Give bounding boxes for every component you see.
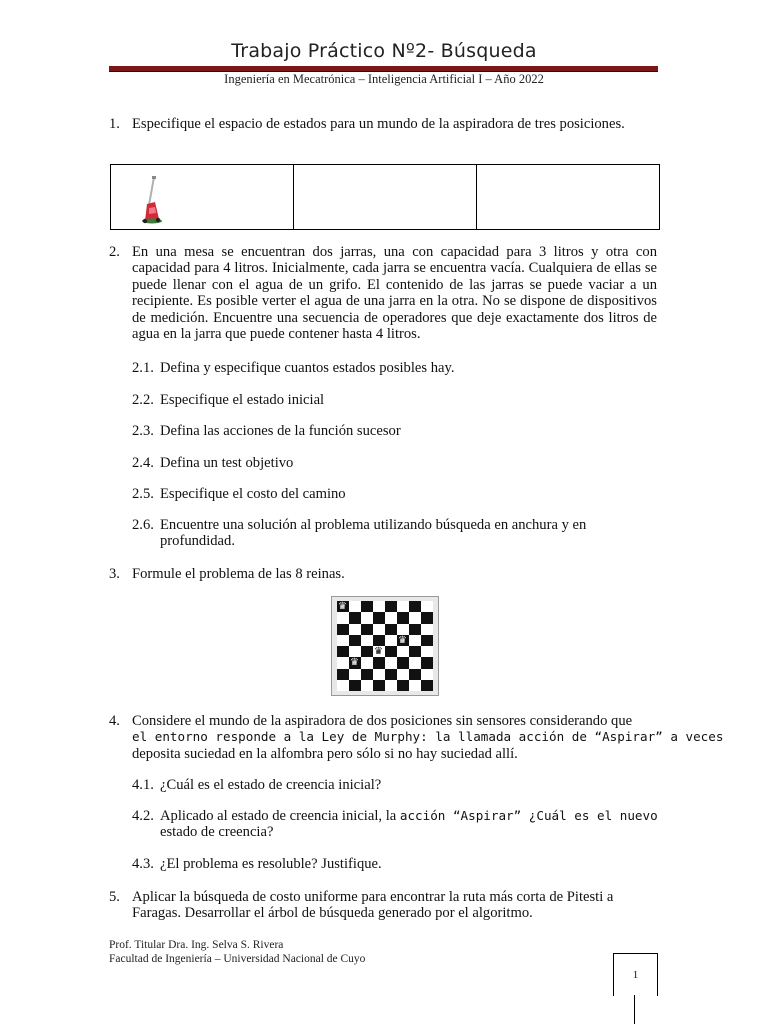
subquestion-text: Defina y especifique cuantos estados posibles hay.: [160, 360, 455, 376]
board-square: [361, 601, 373, 612]
footer-faculty: Facultad de Ingeniería – Universidad Nacional de Cuyo: [109, 952, 366, 965]
question-number: 3.: [109, 566, 120, 582]
board-square: [349, 669, 361, 680]
state-space-table: [110, 164, 660, 230]
subquestion-number: 4.3.: [132, 856, 154, 872]
board-square: [385, 612, 397, 623]
subquestion-text: Especifique el costo del camino: [160, 486, 346, 502]
board-square: [337, 669, 349, 680]
board-square: [337, 635, 349, 646]
board-square: [409, 635, 421, 646]
board-square: [409, 657, 421, 668]
question-number: 4.: [109, 713, 120, 729]
subquestion-number: 4.1.: [132, 777, 154, 793]
board-square: [361, 669, 373, 680]
board-square: [397, 646, 409, 657]
board-square: [361, 612, 373, 623]
board-square: [397, 612, 409, 623]
subquestion-text: Defina las acciones de la función sucesor: [160, 423, 401, 439]
page-number: 1: [613, 953, 658, 996]
question-3: [109, 566, 660, 582]
board-square: [421, 669, 433, 680]
subquestion-text: [160, 808, 660, 841]
subquestion-text: ¿Cuál es el estado de creencia inicial?: [160, 777, 382, 793]
subquestion-number: 2.3.: [132, 423, 154, 439]
footer: [109, 939, 365, 966]
state-cell-2: [294, 165, 477, 229]
chess-queen-icon: ♛: [398, 634, 407, 646]
subquestion-number: 2.4.: [132, 455, 154, 471]
board-square: [385, 680, 397, 691]
question-1: [109, 116, 660, 132]
board-square: [361, 635, 373, 646]
subquestion-number: 4.2.: [132, 808, 154, 824]
question-text: Formule el problema de las 8 reinas.: [132, 566, 345, 582]
question-text: En una mesa se encuentran dos jarras, una con capacidad para 3 litros y otra con capacidad para 4 litros. Inicialmente, cada jarra se encuentra vacía. Cualquiera de ellas se puede llenar con el agua de un grifo. El contenido de las jarras se puede vaciar a un recipiente. Es posible verter el agua de una jarra en la otra. No se dispone de dispositivos de medición. Encuentre una secuencia de operadores que deje exactamente dos litros de agua en la jarra que puede contener hasta 4 litros.: [132, 244, 657, 343]
chess-queen-icon: ♛: [338, 601, 347, 612]
chessboard-grid: [337, 601, 433, 691]
chess-queen-icon: ♛: [350, 657, 359, 669]
subquestion-2-3: [132, 423, 660, 439]
question-line: deposita suciedad en la alfombra pero sólo si no hay suciedad allí.: [132, 745, 518, 762]
subquestion-2-5: [132, 486, 660, 502]
subquestion-number: 2.5.: [132, 486, 154, 502]
board-square: [373, 680, 385, 691]
board-square: [349, 635, 361, 646]
question-4: [109, 713, 724, 762]
document-title: Trabajo Práctico Nº2- Búsqueda: [231, 40, 537, 62]
board-square: [409, 680, 421, 691]
board-square: [397, 680, 409, 691]
board-square: [361, 680, 373, 691]
subquestion-number: 2.1.: [132, 360, 154, 376]
subquestion-2-2: [132, 392, 660, 408]
subquestion-text: Defina un test objetivo: [160, 455, 294, 471]
subquestion-number: 2.6.: [132, 517, 154, 533]
subquestion-2-4: [132, 455, 660, 471]
board-square: [385, 657, 397, 668]
board-square: [349, 612, 361, 623]
subquestion-line: [160, 808, 660, 824]
chess-queen-icon: ♛: [374, 646, 383, 657]
board-square: [421, 635, 433, 646]
board-square: [397, 601, 409, 612]
board-square: [385, 669, 397, 680]
footer-professor: Prof. Titular Dra. Ing. Selva S. Rivera: [109, 939, 284, 951]
board-square: [397, 657, 409, 668]
question-number: 1.: [109, 116, 120, 132]
board-square: [421, 601, 433, 612]
board-square: [385, 646, 397, 657]
board-square: [361, 646, 373, 657]
subquestion-text: Especifique el estado inicial: [160, 392, 325, 408]
board-square: [337, 657, 349, 668]
board-square: [409, 624, 421, 635]
subquestion-4-1: [132, 777, 660, 793]
question-number: 2.: [109, 244, 120, 260]
question-5: [109, 889, 660, 922]
question-number: 5.: [109, 889, 120, 905]
subquestion-fragment: Aplicado al estado de creencia inicial, la: [160, 808, 397, 824]
board-square: [397, 669, 409, 680]
subquestion-fragment: acción “Aspirar” ¿Cuál es el nuevo: [399, 808, 658, 823]
board-square: [349, 624, 361, 635]
board-square: [421, 612, 433, 623]
subquestion-4-2: [132, 808, 660, 841]
board-square: [337, 601, 349, 612]
board-square: [361, 657, 373, 668]
board-square: [385, 624, 397, 635]
eight-queens-board: [331, 596, 439, 696]
board-square: [409, 612, 421, 623]
subquestion-text: ¿El problema es resoluble? Justifique.: [160, 856, 382, 872]
question-text: Aplicar la búsqueda de costo uniforme para encontrar la ruta más corta de Pitesti a Faragas. Desarrollar el árbol de búsqueda generado por el algoritmo.: [132, 889, 614, 922]
board-square: [337, 624, 349, 635]
board-square: [421, 657, 433, 668]
board-square: [421, 680, 433, 691]
question-text: [132, 713, 724, 762]
board-square: [337, 680, 349, 691]
board-square: [385, 635, 397, 646]
board-square: [397, 635, 409, 646]
board-square: [421, 624, 433, 635]
board-square: [361, 624, 373, 635]
page-number-line: [634, 995, 635, 1024]
board-square: [385, 601, 397, 612]
document-subtitle: Ingeniería en Mecatrónica – Inteligencia Artificial I – Año 2022: [224, 72, 544, 86]
board-square: [373, 624, 385, 635]
subquestion-line: estado de creencia?: [160, 824, 274, 841]
board-square: [373, 646, 385, 657]
subquestion-2-1: [132, 360, 660, 376]
subquestion-4-3: [132, 856, 660, 872]
board-square: [373, 635, 385, 646]
board-square: [373, 657, 385, 668]
board-square: [373, 601, 385, 612]
board-square: [373, 669, 385, 680]
board-square: [349, 646, 361, 657]
subquestion-text: Encuentre una solución al problema utilizando búsqueda en anchura y en profundidad.: [160, 517, 587, 550]
board-square: [337, 646, 349, 657]
board-square: [421, 646, 433, 657]
subquestion-number: 2.2.: [132, 392, 154, 408]
vacuum-cleaner-icon: [137, 175, 167, 225]
state-cell-3: [477, 165, 659, 229]
question-text: Especifique el espacio de estados para un mundo de la aspiradora de tres posiciones.: [132, 116, 625, 132]
board-square: [409, 646, 421, 657]
question-line: el entorno responde a la Ley de Murphy: la llamada acción de “Aspirar” a veces: [132, 729, 724, 745]
subquestion-2-6: [132, 517, 660, 550]
board-square: [349, 601, 361, 612]
board-square: [337, 612, 349, 623]
board-square: [409, 601, 421, 612]
board-square: [349, 680, 361, 691]
state-cell-1: [111, 165, 294, 229]
question-line: Considere el mundo de la aspiradora de dos posiciones sin sensores considerando que: [132, 713, 633, 729]
question-2: [109, 244, 660, 342]
board-square: [349, 657, 361, 668]
board-square: [409, 669, 421, 680]
board-square: [397, 624, 409, 635]
board-square: [373, 612, 385, 623]
